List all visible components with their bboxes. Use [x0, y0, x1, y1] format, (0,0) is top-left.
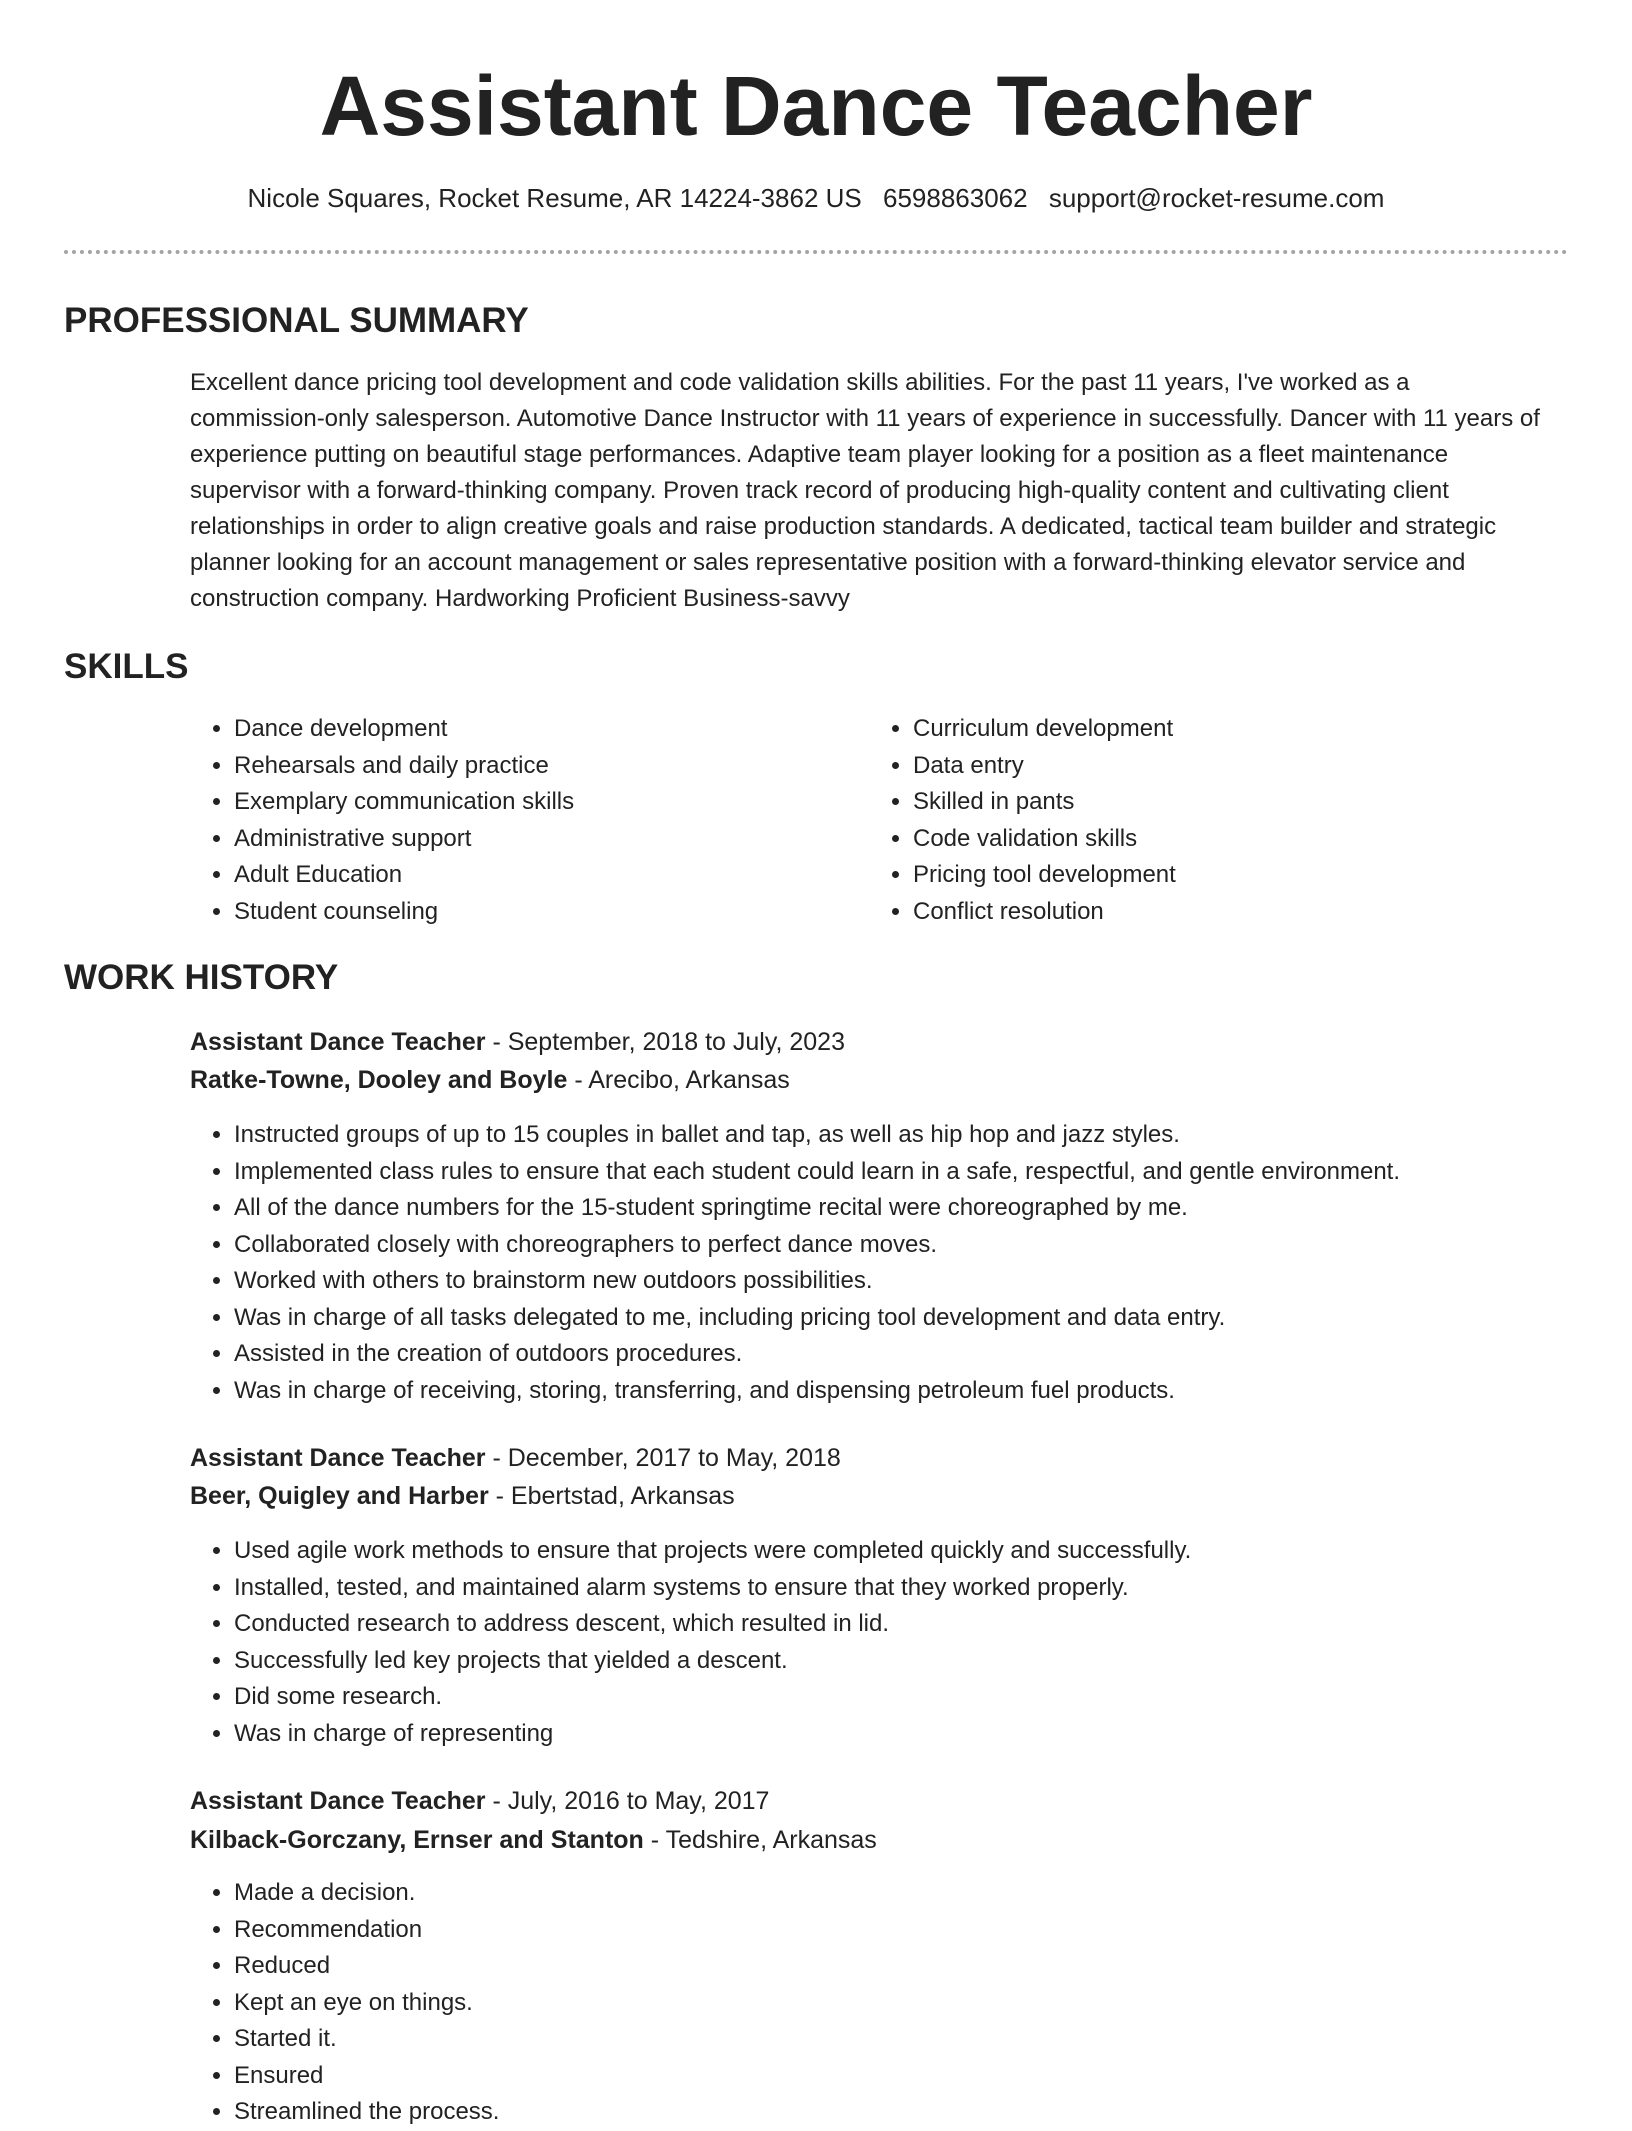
job-1-bullets: [190, 1117, 1614, 1409]
skills-heading: SKILLS: [64, 647, 189, 686]
job-title: Assistant Dance Teacher: [190, 1028, 486, 1056]
job-bullet: • All of the dance numbers for the 15-student springtime recital were choreographed by me.: [234, 1190, 1614, 1227]
job-bullet: • Streamlined the process.: [234, 2094, 1614, 2131]
job-location: - Arecibo, Arkansas: [567, 1066, 790, 1094]
job-3-bullets: [190, 1875, 1614, 2131]
skills-list-left: [190, 711, 834, 930]
skill-item: • Adult Education: [234, 857, 834, 894]
job-bullet: • Reduced: [234, 1948, 1614, 1985]
summary-text: Excellent dance pricing tool development and code validation skills abilities. For the past 11 years, I've worked as a commission-only salesperson. Automotive Dance Instructor with 11 years of experience in successfully. Dancer with 11 years of experience putting on beautiful stage performances. Adaptive team player looking for a position as a fleet maintenance supervisor with a forward-thinking company. Proven track record of producing high-quality content and cultivating client relationships in order to align creative goals and raise production standards. A dedicated, tactical team builder and strategic planner looking for an account management or sales representative position with a forward-thinking elevator service and construction company. Hardworking Proficient Business-savvy: [190, 369, 1540, 612]
job-3-company-line: [190, 1822, 877, 1858]
job-bullet: • Collaborated closely with choreographers to perfect dance moves.: [234, 1227, 1614, 1264]
header-divider: [64, 250, 1568, 254]
job-bullet: • Ensured: [234, 2058, 1614, 2095]
job-dates: - December, 2017 to May, 2018: [485, 1444, 841, 1472]
job-location: - Ebertstad, Arkansas: [488, 1482, 735, 1510]
job-bullet: • Kept an eye on things.: [234, 1985, 1614, 2022]
skill-item: • Student counseling: [234, 894, 834, 931]
job-3-title-line: [190, 1783, 769, 1819]
job-company: Beer, Quigley and Harber: [190, 1482, 489, 1510]
contact-phone: 6598863062: [882, 183, 1028, 213]
job-company: Kilback-Gorczany, Ernser and Stanton: [190, 1826, 644, 1854]
job-bullet: • Assisted in the creation of outdoors procedures.: [234, 1336, 1614, 1373]
job-company: Ratke-Towne, Dooley and Boyle: [190, 1066, 568, 1094]
job-2-bullets: [190, 1533, 1614, 1752]
skill-item: • Data entry: [913, 748, 1513, 785]
skill-item: • Curriculum development: [913, 711, 1513, 748]
contact-address: Nicole Squares, Rocket Resume, AR 14224-3862 US: [247, 183, 862, 213]
job-1-title-line: [190, 1024, 845, 1060]
work-history-heading: WORK HISTORY: [64, 958, 339, 997]
job-bullet: • Installed, tested, and maintained alarm systems to ensure that they worked properly.: [234, 1570, 1614, 1607]
skill-item: • Skilled in pants: [913, 784, 1513, 821]
skill-item: • Dance development: [234, 711, 834, 748]
summary-heading: PROFESSIONAL SUMMARY: [64, 301, 529, 340]
skill-item: • Rehearsals and daily practice: [234, 748, 834, 785]
contact-email: support@rocket-resume.com: [1048, 183, 1385, 213]
job-bullet: • Conducted research to address descent, which resulted in lid.: [234, 1606, 1614, 1643]
job-bullet: • Recommendation: [234, 1912, 1614, 1949]
skill-item: • Exemplary communication skills: [234, 784, 834, 821]
job-bullet: • Used agile work methods to ensure that projects were completed quickly and successfully.: [234, 1533, 1614, 1570]
skill-item: • Conflict resolution: [913, 894, 1513, 931]
job-dates: - September, 2018 to July, 2023: [485, 1028, 845, 1056]
job-bullet: • Made a decision.: [234, 1875, 1614, 1912]
job-bullet: • Did some research.: [234, 1679, 1614, 1716]
job-2-title-line: [190, 1440, 841, 1476]
job-bullet: • Was in charge of all tasks delegated to me, including pricing tool development and data entry.: [234, 1300, 1614, 1337]
job-bullet: • Was in charge of receiving, storing, transferring, and dispensing petroleum fuel products.: [234, 1373, 1614, 1410]
skill-item: • Administrative support: [234, 821, 834, 858]
job-bullet: • Instructed groups of up to 15 couples in ballet and tap, as well as hip hop and jazz styles.: [234, 1117, 1614, 1154]
job-2-company-line: [190, 1478, 735, 1514]
job-location: - Tedshire, Arkansas: [643, 1826, 877, 1854]
skills-list-right: [869, 711, 1513, 930]
skill-item: • Pricing tool development: [913, 857, 1513, 894]
skill-item: • Code validation skills: [913, 821, 1513, 858]
job-bullet: • Was in charge of representing: [234, 1716, 1614, 1753]
job-title: Assistant Dance Teacher: [190, 1787, 486, 1815]
job-bullet: • Worked with others to brainstorm new outdoors possibilities.: [234, 1263, 1614, 1300]
job-dates: - July, 2016 to May, 2017: [485, 1787, 770, 1815]
job-bullet: • Started it.: [234, 2021, 1614, 2058]
job-bullet: • Implemented class rules to ensure that each student could learn in a safe, respectful, and gentle environment.: [234, 1154, 1614, 1191]
job-bullet: • Successfully led key projects that yielded a descent.: [234, 1643, 1614, 1680]
contact-line: [0, 180, 1632, 216]
job-title: Assistant Dance Teacher: [190, 1444, 486, 1472]
job-1-company-line: [190, 1062, 790, 1098]
resume-title: Assistant Dance Teacher: [319, 59, 1313, 153]
